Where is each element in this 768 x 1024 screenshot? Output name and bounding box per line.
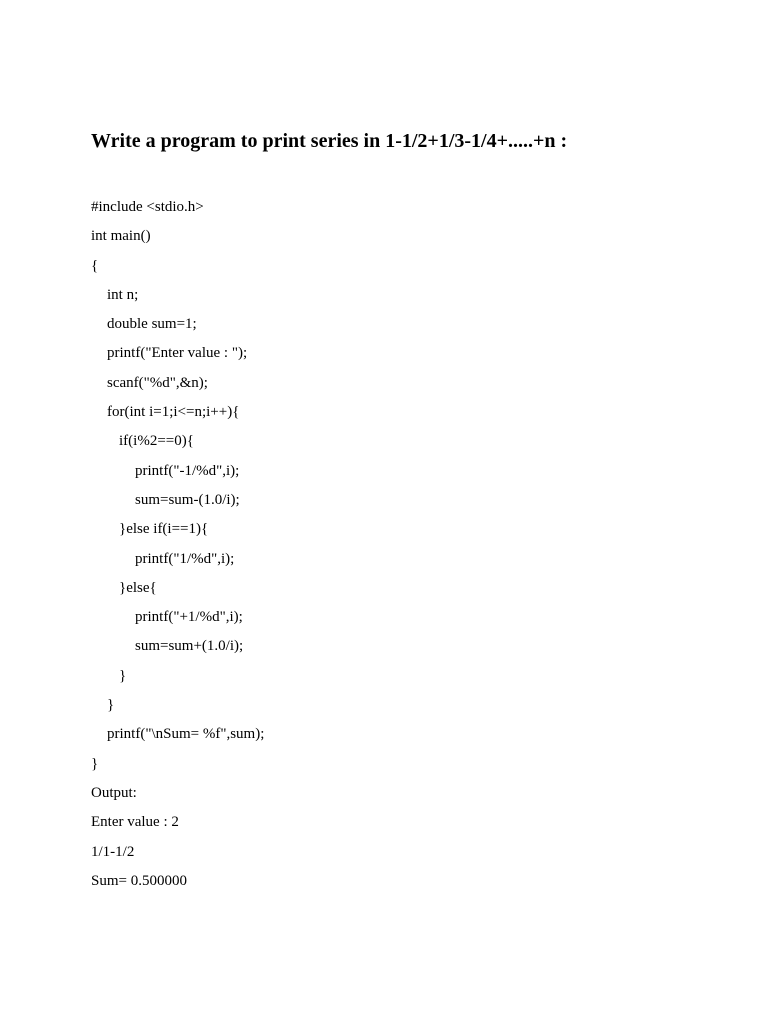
code-line: scanf("%d",&n);	[107, 374, 208, 391]
page-title: Write a program to print series in 1-1/2+1/3-1/4+.....+n :	[91, 130, 568, 152]
code-line: }else if(i==1){	[119, 521, 209, 538]
code-line: int n;	[107, 286, 139, 303]
code-line: printf("Enter value : ");	[107, 345, 248, 362]
output-line: Enter value : 2	[91, 814, 179, 831]
code-line: printf("1/%d",i);	[135, 550, 235, 567]
code-line: #include <stdio.h>	[91, 199, 204, 215]
output-label: Output:	[91, 785, 137, 801]
code-line: printf("\nSum= %f",sum);	[107, 726, 265, 743]
output-line: 1/1-1/2	[91, 843, 135, 860]
code-line: {	[91, 257, 99, 274]
output-line: Sum= 0.500000	[91, 872, 187, 889]
code-line: }	[119, 667, 127, 684]
code-line: for(int i=1;i<=n;i++){	[107, 404, 240, 421]
code-line: }	[91, 755, 99, 772]
code-line: double sum=1;	[107, 316, 197, 333]
code-line: sum=sum-(1.0/i);	[135, 491, 240, 508]
code-line: printf("+1/%d",i);	[135, 609, 243, 626]
code-line: }	[107, 697, 115, 714]
code-listing	[91, 193, 264, 779]
program-output	[91, 779, 187, 896]
code-line: sum=sum+(1.0/i);	[135, 638, 244, 655]
code-line: int main()	[91, 228, 151, 245]
code-line: printf("-1/%d",i);	[135, 462, 240, 479]
code-line: }else{	[119, 579, 157, 596]
code-line: if(i%2==0){	[119, 433, 194, 450]
